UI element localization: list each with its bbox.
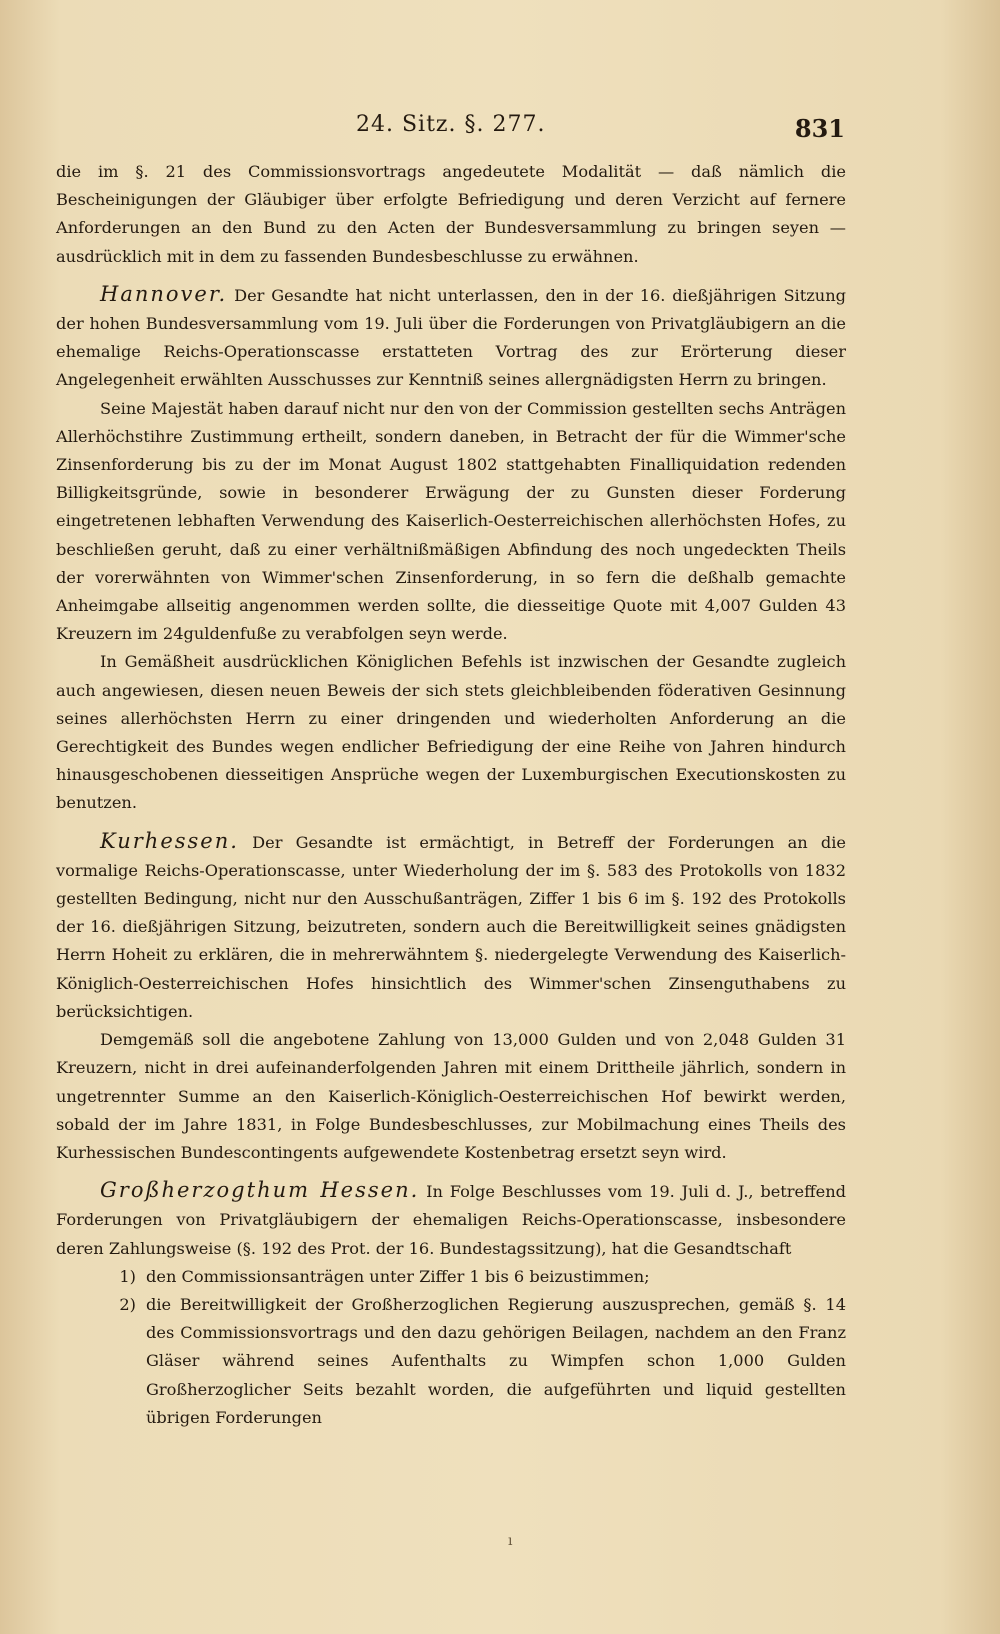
paragraph-hessen (56, 1176, 846, 1263)
list-number: 1) (119, 1266, 136, 1286)
hessen-text-1: In Folge Beschlusses vom 19. Juli d. J., betreffend Forderungen von Privatgläubigern der ehemaligen Reichs-Operationscasse, insbesondere deren Zahlungsweise (§. 192 des Prot. der 16. Bundestagssitzung), hat die Gesandtschaft (56, 1182, 846, 1258)
paragraph-hannover-3: In Gemäßheit ausdrücklichen Königlichen Befehls ist inzwischen der Gesandte zugleich auch angewiesen, diesen neuen Beweis der sich stets gleichbleibenden föderativen Gesinnung seines allerhöchsten Herrn zu einer dringenden und wiederholten Anforderung an die Gerechtigkeit des Bundes wegen endlicher Befriedigung der eine Reihe von Jahren hindurch hinausgeschobenen diesseitigen Ansprüche wegen der Luxemburgischen Executionskosten zu benutzen. (56, 652, 846, 813)
hannover-text-1: Der Gesandte hat nicht unterlassen, den in der 16. dießjährigen Sitzung der hohen Bundesversammlung vom 19. Juli über die Forderungen von Privatgläubigern an die ehemalige Reichs-Operationscasse erstatteten Vortrag des zur Erörterung dieser Angelegenheit erwählten Ausschusses zur Kenntniß seines allergnädigsten Herrn zu bringen. (56, 285, 846, 390)
list-number: 2) (119, 1294, 136, 1314)
state-heading-kurhessen: Kurhessen. (100, 828, 239, 853)
paragraph-continuation: die im §. 21 des Commissionsvortrags angedeutete Modalität — daß nämlich die Bescheinigungen der Gläubiger über erfolgte Befriedigung und deren Verzicht auf fernere Anforderungen an den Bund zu den Acten der Bundesversammlung zu bringen seyen — ausdrücklich mit in dem zu fassenden Bundesbeschlusse zu erwähnen. (56, 162, 846, 266)
page-number: 831 (794, 114, 845, 143)
running-head: 24. Sitz. §. 277. (356, 112, 546, 137)
paragraph-kurhessen-2: Demgemäß soll die angebotene Zahlung von 13,000 Gulden und von 2,048 Gulden 31 Kreuzern, nicht in drei aufeinanderfolgenden Jahren mit einem Drittheile jährlich, sondern in ungetrennter Summe an den Kaiserlich-Königlich-Oesterreichischen Hof bewirkt werden, sobald der im Jahre 1831, in Folge Bundesbeschlusses, zur Mobilmachung eines Theils des Kurhessischen Bundescontingents aufgewendete Kostenbetrag ersetzt seyn wird. (56, 1030, 846, 1162)
list-text: den Commissionsanträgen unter Ziffer 1 bis 6 beizustimmen; (146, 1266, 650, 1286)
list-text: die Bereitwilligkeit der Großherzoglichen Regierung auszusprechen, gemäß §. 14 des Commissionsvortrags und den dazu gehörigen Beilagen, nachdem an den Franz Gläser während seines Aufenthalts zu Wimpfen schon 1,000 Gulden Großherzoglicher Seits bezahlt worden, die aufgeführten und liquid gestellten übrigen Forderungen (146, 1294, 846, 1427)
stray-mark: ı (508, 1533, 513, 1549)
paragraph-kurhessen (56, 827, 846, 1026)
state-heading-hannover: Hannover. (100, 281, 228, 306)
paragraph-hannover (56, 280, 846, 395)
kurhessen-text-1: Der Gesandte ist ermächtigt, in Betreff der Forderungen an die vormalige Reichs-Operationscasse, unter Wiederholung der im §. 583 des Protokolls von 1832 gestellten Bedingung, nicht nur den Ausschußanträgen, Ziffer 1 bis 6 im §. 192 des Protokolls der 16. dießjährigen Sitzung, beizutreten, sondern auch die Bereitwilligkeit seines gnädigsten Herrn Hoheit zu erklären, die in mehrerwähntem §. niedergelegte Verwendung des Kaiserlich-Königlich-Oesterreichischen Hofes hinsichtlich des Wimmer'schen Zinsenguthabens zu berücksichtigen. (56, 832, 846, 1021)
list-item (56, 1263, 846, 1291)
page-header (56, 112, 845, 148)
list-item (56, 1291, 846, 1432)
state-heading-hessen: Großherzogthum Hessen. (100, 1178, 420, 1203)
paragraph-hannover-2: Seine Majestät haben darauf nicht nur den von der Commission gestellten sechs Anträgen Allerhöchstihre Zustimmung ertheilt, sondern daneben, in Betracht der für die Wimmer'sche Zinsenforderung bis zu der im Monat August 1802 stattgehabten Finalliquidation redenden Billigkeitsgründe, sowie in besonderer Erwägung der zu Gunsten dieser Forderung eingetretenen lebhaften Verwendung des Kaiserlich-Oesterreichischen allerhöchsten Hofes, zu beschließen geruht, daß zu einer verhältnißmäßigen Abfindung des noch ungedeckten Theils der vorerwähnten von Wimmer'schen Zinsenforderung, in so fern die deßhalb gemachte Anheimgabe allseitig angenommen werden sollte, die diesseitige Quote mit 4,007 Gulden 43 Kreuzern im 24guldenfuße zu verabfolgen seyn werde. (56, 398, 846, 644)
body-text (56, 158, 846, 1432)
